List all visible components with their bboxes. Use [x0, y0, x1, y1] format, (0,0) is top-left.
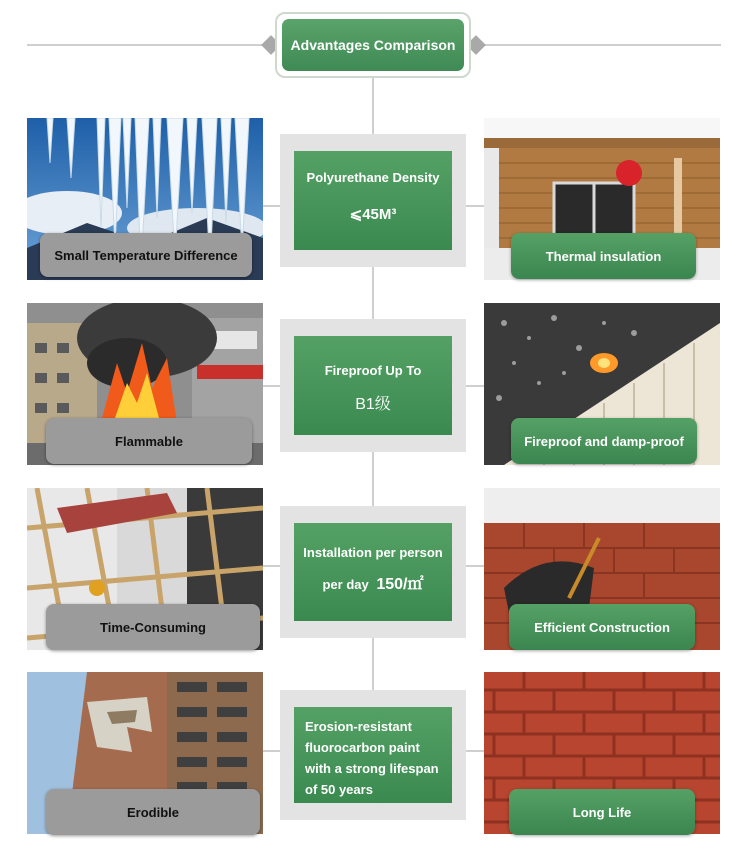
center-text-3b-label: per day [322, 577, 369, 592]
left-label-1: Small Temperature Difference [40, 233, 252, 277]
center-text-4b: fluorocarbon paint [305, 740, 420, 755]
page-title: Advantages Comparison [282, 19, 464, 71]
center-card-2 [280, 319, 466, 452]
left-label-2: Flammable [46, 418, 252, 464]
center-card-3 [280, 506, 466, 638]
center-card-1 [280, 134, 466, 267]
center-box-2 [294, 336, 452, 435]
right-label-1: Thermal insulation [511, 233, 696, 279]
left-label-4: Erodible [46, 789, 260, 835]
title-badge [275, 12, 471, 78]
center-text-1b: ⩽45M³ [349, 206, 397, 223]
center-text-2b: B1级 [355, 396, 391, 413]
center-box-4 [294, 707, 452, 803]
right-label-4: Long Life [509, 789, 695, 835]
center-card-4 [280, 690, 466, 820]
center-text-4a: Erosion-resistant [305, 719, 412, 734]
center-box-1 [294, 151, 452, 250]
title-line-left [27, 44, 275, 46]
center-text-2a: Fireproof Up To [324, 363, 422, 378]
right-label-2: Fireproof and damp-proof [511, 418, 697, 464]
center-text-3b [294, 571, 452, 594]
center-box-3 [294, 523, 452, 621]
center-text-4d: of 50 years [305, 782, 373, 797]
center-text-4c: with a strong lifespan [305, 761, 439, 776]
title-line-right [471, 44, 721, 46]
center-text-1a: Polyurethane Density [306, 170, 440, 185]
center-text-3b-value: 150/㎡ [376, 576, 424, 593]
right-label-3: Efficient Construction [509, 604, 695, 650]
center-text-3a: Installation per person [303, 545, 443, 560]
left-label-3: Time-Consuming [46, 604, 260, 650]
